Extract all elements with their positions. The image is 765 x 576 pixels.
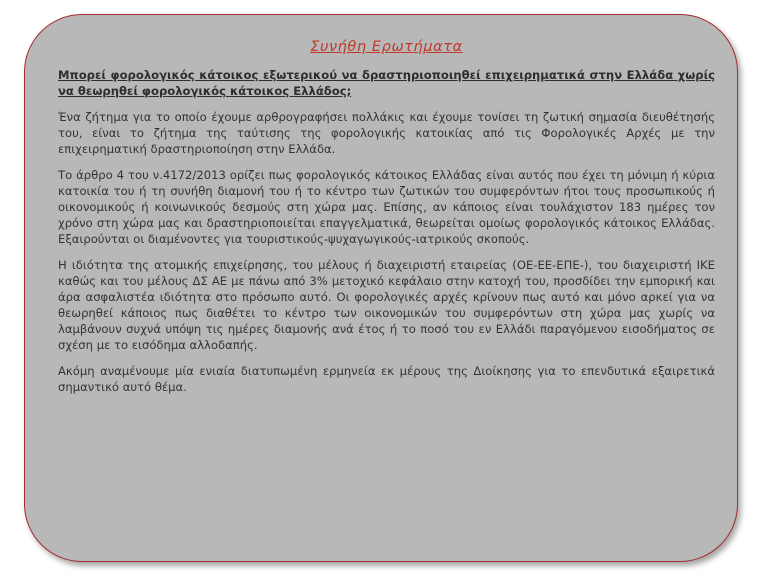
answer-paragraph: Ακόμη αναμένουμε μία ενιαία διατυπωμένη ερμηνεία εκ μέρους της Διοίκησης για το επενδυτικά εξαιρετικά σημαντικό αυτό θέμα. — [58, 364, 715, 394]
faq-card — [24, 14, 738, 562]
faq-question: Μπορεί φορολογικός κάτοικος εξωτερικού να δραστηριοποιηθεί επιχειρηματικά στην Ελλάδα χωρίς να θεωρηθεί φορολογικός κάτοικος Ελλάδος; — [58, 68, 715, 98]
answer-paragraph: Το άρθρο 4 του ν.4172/2013 ορίζει πως φορολογικός κάτοικος Ελλάδας είναι αυτός που έχει τη μόνιμη ή κύρια κατοικία του ή τη συνήθη διαμονή του ή το κέντρο των ζωτικών του συμφερόντων ήτοι τους προσωπικούς ή οικονομικούς ή κοινωνικούς δεσμούς στη χώρα μας. Επίσης, αν κάποιος είναι τουλάχιστον 183 ημέρες τον χρόνο στη χώρα μας και δραστηριοποιείται επαγγελματικά, θεωρείται ομοίως φορολογικός κάτοικος Ελλάδας. Εξαιρούνται οι διαμένοντες για τουριστικούς-ψυχαγωγικούς-ιατρικούς σκοπούς. — [58, 168, 715, 246]
answer-paragraph: Ένα ζήτημα για το οποίο έχουμε αρθρογραφήσει πολλάκις και έχουμε τονίσει τη ζωτική σημασία διευθέτησής του, είναι το ζήτημα της ταύτισης της φορολογικής κατοικίας από τις Φορολογικές Αρχές με την επιχειρηματική δραστηριοποίηση στην Ελλάδα. — [58, 110, 715, 156]
answer-paragraph: Η ιδιότητα της ατομικής επιχείρησης, του μέλους ή διαχειριστή εταιρείας (ΟΕ-ΕΕ-ΕΠΕ-), του διαχειριστή ΙΚΕ καθώς και του μέλους ΔΣ ΑΕ με πάνω από 3% μετοχικό κεφάλαιο στην κατοχή του, προσδίδει την εμπορική και άρα ασφαλιστέα ιδιότητα στο πρόσωπο αυτό. Οι φορολογικές αρχές κρίνουν πως αυτό και μόνο αρκεί για να θεωρηθεί κάποιος πως διαθέτει το κέντρο των οικονομικών του συμφερόντων στη χώρα μας χωρίς να λαμβάνουν συχνά υπόψη τις ημέρες διαμονής ανά έτος ή το ποσό του εν Ελλάδι παραγόμενου εισοδήματος σε σχέση με το εισόδημα αλλοδαπής. — [58, 258, 715, 352]
faq-title: Συνήθη Ερωτήματα — [310, 39, 463, 55]
